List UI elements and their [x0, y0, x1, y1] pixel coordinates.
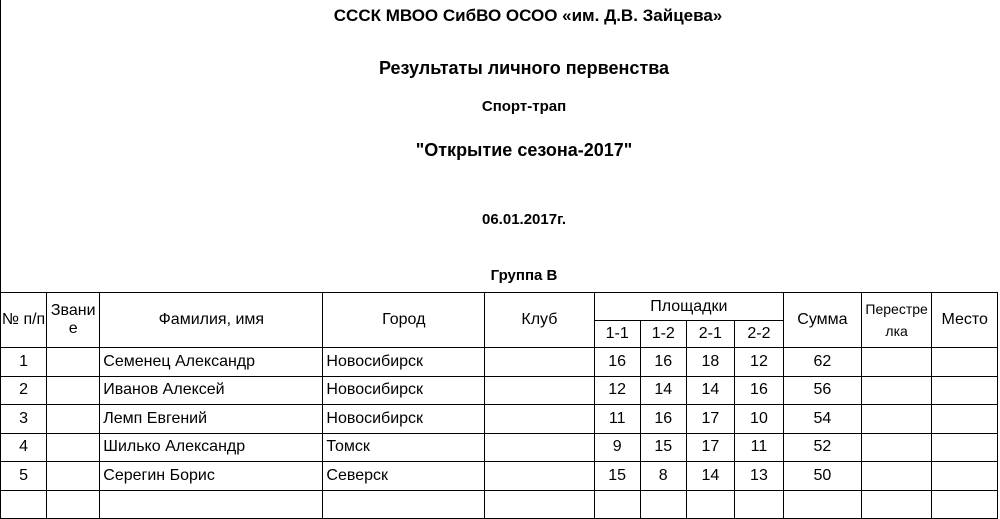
cell-score-1-2	[640, 490, 686, 519]
cell-club	[485, 376, 595, 405]
cell-score-2-1: 14	[686, 376, 734, 405]
cell-club	[485, 405, 595, 434]
cell-score-2-1: 18	[686, 348, 734, 377]
header-club-label: Клуб	[521, 311, 558, 328]
header-courts	[594, 293, 783, 321]
header-place	[932, 293, 998, 348]
header-shootoff	[861, 293, 932, 348]
cell-place	[932, 348, 998, 377]
discipline-label: Спорт-трап	[481, 98, 567, 115]
table-row	[1, 348, 998, 377]
cell-score-1-2: 8	[640, 462, 686, 491]
header-court-2-1: 2-1	[686, 321, 734, 348]
cell-score-2-2: 13	[734, 462, 783, 491]
cell-rank	[47, 405, 100, 434]
cell-sum: 50	[784, 462, 862, 491]
cell-score-2-1	[686, 490, 734, 519]
cell-name: Иванов Алексей	[100, 376, 323, 405]
header-court-1-1: 1-1	[594, 321, 640, 348]
cell-shootoff	[861, 348, 932, 377]
results-table	[0, 292, 998, 519]
cell-sum: 54	[784, 405, 862, 434]
cell-score-1-1: 12	[594, 376, 640, 405]
cell-city: Новосибирск	[323, 405, 485, 434]
cell-name: Лемп Евгений	[100, 405, 323, 434]
header-sum	[784, 293, 862, 348]
cell-score-1-2: 14	[640, 376, 686, 405]
header-club	[485, 293, 595, 348]
cell-rank	[47, 433, 100, 462]
event-date: 06.01.2017г.	[482, 211, 566, 228]
cell-num: 1	[1, 348, 47, 377]
cell-club	[485, 462, 595, 491]
cell-score-2-1: 17	[686, 433, 734, 462]
cell-place	[932, 405, 998, 434]
cell-score-1-2: 15	[640, 433, 686, 462]
cell-num	[1, 490, 47, 519]
cell-score-2-2: 16	[734, 376, 783, 405]
cell-sum: 56	[784, 376, 862, 405]
cell-sum: 62	[784, 348, 862, 377]
cell-shootoff	[861, 462, 932, 491]
table-row	[1, 376, 998, 405]
cell-shootoff	[861, 490, 932, 519]
header-num-label: № п/п	[1, 311, 46, 328]
cell-city: Новосибирск	[323, 376, 485, 405]
header-court-1-2: 1-2	[640, 321, 686, 348]
cell-score-1-1: 11	[594, 405, 640, 434]
cell-score-2-1: 14	[686, 462, 734, 491]
cell-rank	[47, 490, 100, 519]
header-sum-label: Сумма	[797, 311, 848, 328]
cell-score-1-1	[594, 490, 640, 519]
header-num	[1, 293, 47, 348]
cell-score-1-2: 16	[640, 405, 686, 434]
cell-score-2-1: 17	[686, 405, 734, 434]
cell-shootoff	[861, 376, 932, 405]
cell-score-2-2: 12	[734, 348, 783, 377]
cell-club	[485, 348, 595, 377]
cell-place	[932, 376, 998, 405]
header-city	[323, 293, 485, 348]
group-label: Группа В	[490, 267, 558, 284]
cell-num: 2	[1, 376, 47, 405]
cell-city: Томск	[323, 433, 485, 462]
cell-place	[932, 433, 998, 462]
cell-place	[932, 462, 998, 491]
cell-city: Новосибирск	[323, 348, 485, 377]
table-row	[1, 405, 998, 434]
cell-num: 4	[1, 433, 47, 462]
header-name	[100, 293, 323, 348]
header-courts-label: Площадки	[650, 297, 728, 315]
cell-rank	[47, 376, 100, 405]
header-place-label: Место	[941, 311, 988, 328]
table-row	[1, 433, 998, 462]
cell-num: 3	[1, 405, 47, 434]
cell-place	[932, 490, 998, 519]
cell-score-1-1: 16	[594, 348, 640, 377]
cell-sum: 52	[784, 433, 862, 462]
header-rank-label: Звание	[50, 302, 96, 337]
cell-name: Серегин Борис	[100, 462, 323, 491]
table-row	[1, 490, 998, 519]
cell-score-2-2: 10	[734, 405, 783, 434]
header-court-2-2: 2-2	[734, 321, 783, 348]
cell-club	[485, 433, 595, 462]
cell-name: Шилько Александр	[100, 433, 323, 462]
cell-num: 5	[1, 462, 47, 491]
event-name: "Открытие сезона-2017"	[415, 140, 633, 160]
header-city-label: Город	[382, 311, 426, 328]
cell-score-1-1: 9	[594, 433, 640, 462]
cell-rank	[47, 462, 100, 491]
cell-score-1-1: 15	[594, 462, 640, 491]
cell-city	[323, 490, 485, 519]
header-shootoff-label: Перестрелка	[865, 301, 928, 339]
cell-name: Семенец Александр	[100, 348, 323, 377]
cell-club	[485, 490, 595, 519]
cell-shootoff	[861, 433, 932, 462]
document-title: Результаты личного первенства	[378, 58, 670, 78]
cell-score-1-2: 16	[640, 348, 686, 377]
cell-score-2-2: 11	[734, 433, 783, 462]
cell-shootoff	[861, 405, 932, 434]
header-name-label: Фамилия, имя	[158, 311, 265, 328]
cell-score-2-2	[734, 490, 783, 519]
cell-name	[100, 490, 323, 519]
cell-city: Северск	[323, 462, 485, 491]
organization-title: СССК МВОО СибВО ОСОО «им. Д.В. Зайцева»	[333, 6, 723, 25]
header-rank	[47, 293, 100, 348]
cell-sum	[784, 490, 862, 519]
cell-rank	[47, 348, 100, 377]
table-row	[1, 462, 998, 491]
